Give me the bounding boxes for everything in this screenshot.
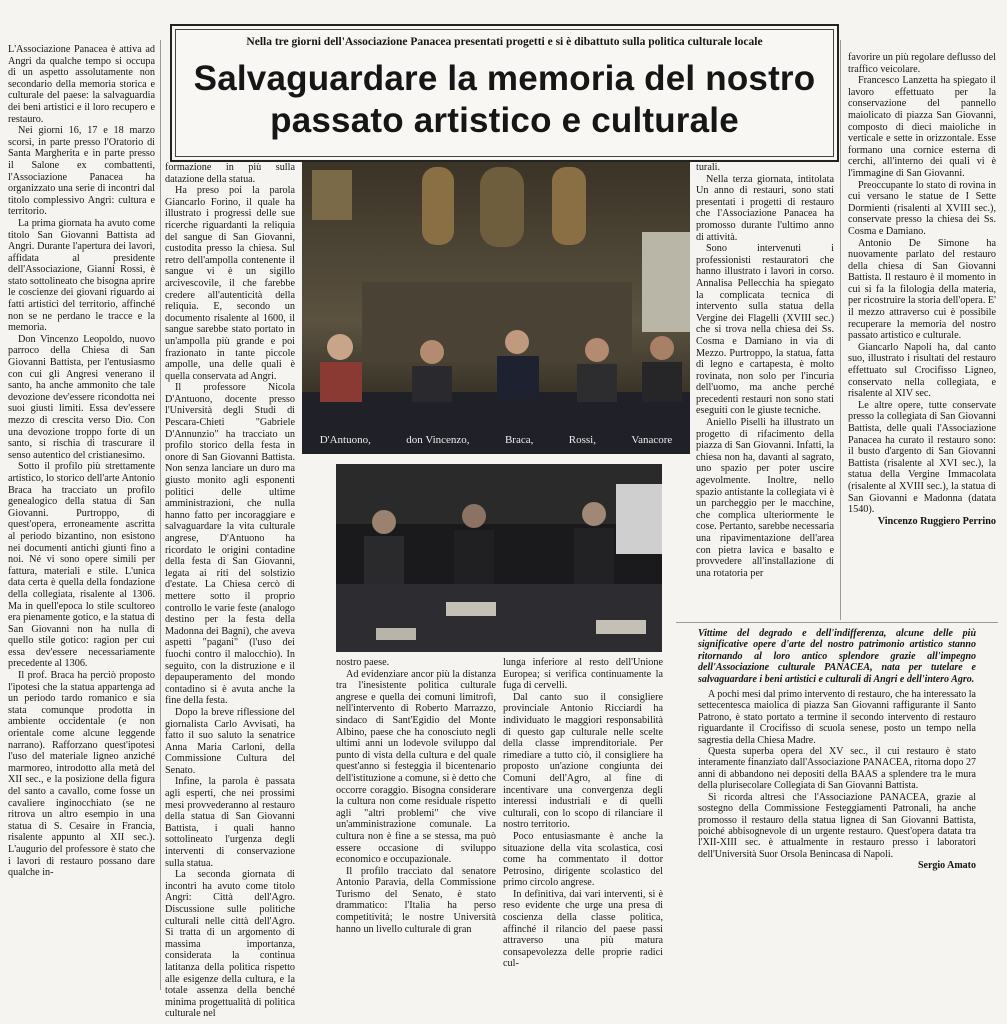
photo-second-panel [336,464,662,652]
col1-paragraph: Sotto il profilo più strettamente artistico, lo storico dell'arte Antonio Braca ha tracciato un profilo genealogico della statua di San Giovanni. Purtroppo, di quest'opera, erroneamente ascritta al periodo bizantino, non esistono nei documenti antichi giunti fino a noi. Né vi sono opere simili per fattura, materiali e stile. L'unica data certa è quella della fondazione della collegiata, risalente al 1306. Ma in quell'epoca lo stile scultoreo era pienamente gotico, e la statua di San Giovanni non ha nulla di quello stile gotico: ragion per cui essa dev'essere necessariamente precedente al 1306. [8,461,155,670]
column-1 [8,44,155,989]
caption-name: D'Antuono, [319,434,371,446]
sidebar-lead: Vittime del degrado e dell'indifferenza, alcune delle più significative opere d'arte del nostro patrimonio artistico stanno ritornando al loro antico splendore grazie all'impegno dell'Associazione culturale PANACEA, nata per tutelare e salvaguardare i beni artistici e culturali di Angri e dell'intero Agro. [698,628,976,685]
headline-title-line1: Salvaguardare la memoria del nostro [193,59,816,98]
column-6 [848,52,996,614]
col6-paragraph: Giancarlo Napoli ha, dal canto suo, illustrato i risultati del restauro effettuato sul Crocifisso Ligneo, conservato nella collegiata, e risalente al XIV sec. [848,341,996,400]
photo-conference-panel [302,162,690,454]
col4-paragraph: Dal canto suo il consigliere provinciale Antonio Ricciardi ha individuato le maggiori responsabilità di questo gap culturale nelle scelte della classe imprenditoriale. Per rimediare a tutto ciò, il consigliere ha proposto un'azione congiunta dei Comuni dell'Agro, al fine di incentivare una convergenza degli interessi industriali e di quelli culturali, con lo scopo di rilanciare il nostro territorio. [503,691,663,831]
caption-name: Vanacore [631,434,673,446]
col4-paragraph: lunga inferiore al resto dell'Unione Europea; si verifica continuamente la fuga di cervelli. [503,657,663,692]
col1-paragraph: La prima giornata ha avuto come titolo San Giovanni Battista ad Angri. Durante l'apertura dei lavori, affidata al presidente dell'Associazione, Gianni Rossi, è stato sottolineato che bisogna aprire le coscienze dei giovani riguardo ai fatti artistici del territorio, affinché non se ne perdano le tracce e la memoria. [8,217,155,334]
headline-kicker: Nella tre giorni dell'Associazione Panacea presentati progetti e si è dibattuto sulla politica culturale locale [246,36,763,48]
column-2 [165,162,295,1020]
col3-paragraph: nostro paese. [336,657,390,668]
sidebar-paragraph: A pochi mesi dal primo intervento di restauro, che ha interessato la settecentesca maiolica di piazza San Giovanni raffigurante il Santo Patrono, è stato portato a termine il secondo intervento di restauro riguardante il Crocifisso di scuola senese, posto un tempo nella sagrestia della Chiesa Madre. [698,689,976,746]
col2-paragraph: Infine, la parola è passata agli esperti, che nei prossimi mesi provvederanno al restauro della statua di San Giovanni Battista, i quali hanno sottolineato l'urgenza degli interventi di conservazione sulla statua. [165,776,295,869]
article-signature: Vincenzo Ruggiero Perrino [877,515,996,527]
col2-paragraph: Dopo la breve riflessione del giornalista Carlo Avvisati, ha fatto il suo saluto la senatrice Anna Maria Carloni, della Commissione Cultura del Senato. [165,706,295,776]
sidebar-signature: Sergio Amato [917,860,976,872]
sidebar-article [684,628,990,1018]
second-photo-image [336,464,662,652]
col6-paragraph: Antonio De Simone ha nuovamente parlato del restauro della chiesa di San Giovanni Battista. Il restauro è il momento in cui si fa la filologia della materia, per ricostruire la storia dell'opera. E' il mezzo attraverso cui è possibile recuperare la memoria del nostro passato artistico e culturale. [848,237,996,342]
headline-box [170,24,839,162]
col4-paragraph: Poco entusiasmante è anche la situazione della vita scolastica, così come ha commentato il dottor Petrosino, dirigente scolastico del primo circolo angrese. [503,830,663,889]
column-5 [696,162,834,612]
col5-paragraph: Nella terza giornata, intitolata Un anno di restauri, sono stati presentati i progetti di restauro che l'Associazione Panacea ha promosso durante l'ultimo anno di attività. [696,173,834,243]
col6-paragraph: Francesco Lanzetta ha spiegato il lavoro effettuato per la conservazione del pannello maiolicato di piazza San Giovanni, composto di dieci maioliche in verticale e sette in orizzontale. Esse formano una cornice esterna di cerchi, all'interno dei quali vi è l'immagine di San Giovanni. [848,75,996,179]
column-rule [840,40,841,620]
column-3 [336,657,496,985]
column-rule [160,40,161,990]
box-rule [676,622,998,623]
col3-paragraph: Ad evidenziare ancor più la distanza tra l'inesistente politica culturale angrese e quella dei comuni limitrofi, nell'intervento di Roberto Marrazzo, sindaco di Sant'Egidio del Monte Albino, paese che ha conosciuto negli ultimi anni un lodevole sviluppo dal punto di vista della cultura e del quale quest'anno si festeggia il bicentenario dell'istituzione a comune, si è detto che occorre coraggio. Bisogna considerare la cultura non come residuale rispetto agli "altri problemi" che vive un'amministrazione comunale. La cultura non è fine a se stessa, ma può essere occasione di sviluppo economico e occupazionale. [336,668,496,866]
photo-caption [302,434,690,446]
col5-paragraph: Aniello Piselli ha illustrato un progetto di rifacimento della piazza di San Giovanni. Infatti, la chiesa non ha, davanti al sagrato, uno spazio per poter uscire agevolmente. Inoltre, nello spazio antistante la collegiata vi è un parcheggio per le macchine, che complica ulteriormente le cose. Pertanto, sarebbe necessaria una ripavimentazione dell'area con pietra lavica e basalto e provvedere all'installazione di una rotatoria per [696,417,834,579]
col1-paragraph: Don Vincenzo Leopoldo, nuovo parroco della Chiesa di San Giovanni Battista, per l'entusiasmo con cui gli Angresi venerano il santo, ha anche ammonito che tale devozione dev'essere ricondotta nei suoi giusti limiti. Essa dev'essere mezzo di crescita verso Dio. Con una devozione troppo forte di un santo, si rischia di trascurare il senso autentico del cristianesimo. [8,333,155,461]
headline-title [172,58,837,142]
col6-paragraph: Le altre opere, tutte conservate presso la collegiata di San Giovanni Battista, delle quali l'Associazione Panacea ha curato il restauro sono: il busto d'argento di San Giovanni Battista (risalente al XVI sec.), la statua della Vergine Immacolata (risalente al XVIII sec.), la statua di San Giovanni e Madonna (datata 1540). [848,399,996,516]
caption-name: don Vincenzo, [406,434,470,446]
headline-title-line2: passato artistico e culturale [270,101,739,140]
column-4 [503,657,663,985]
col6-paragraph: favorire un più regolare deflusso del traffico veicolare. [848,52,996,75]
col2-paragraph: Il professore Nicola D'Antuono, docente presso l'Università degli Studi di Pescara-Chieti "Gabriele D'Annunzio" ha tracciato un profilo storico della festa in onore di San Giovanni Battista. Non senza lanciare un duro ma giusto monito agli esponenti politici delle ultime amministrazioni, che nulla hanno fatto per incoraggiare e salvaguardare la vita culturale angrese, D'Antuono ha ricordato le origini contadine della festa di San Giovanni, legata ai riti del solstizio d'estate. La Chiesa cercò di mettere sotto il proprio controllo le varie feste (analogo destino per la festa della Madonna dei Bagni), che aveva aspetti "pagani" (l'uso dei fuochi contro il malocchio). In seguito, con la distruzione e il depauperamento del mondo contadino si è avuta anche la fine della festa. [165,382,295,707]
col5-paragraph: Sono intervenuti i professionisti restauratori che hanno illustrato i lavori in corso. Annalisa Pellecchia ha spiegato la complicata tecnica di intervento sulla statua della Vergine dei Flagelli (XVIII sec.) che si trova nella chiesa dei Ss. Cosma e Damiano in via di Mezzo. Purtroppo, la statua, fatta di legno e cartapesta, è molto rovinata, non solo per l'incuria dell'uomo, ma anche perché precedenti restauri non sono stati eseguiti con le giuste tecniche. [696,243,834,417]
col6-paragraph: Preoccupante lo stato di rovina in cui versano le statue de I Sette Dormienti (risalenti al XVIII sec.), conservate presso la chiesa dei Ss. Cosma e Damiano. [848,179,996,237]
col4-paragraph: In definitiva, dai vari interventi, si è reso evidente che urge una presa di coscienza della classe politica, affinché il rilancio del paese passi attraverso una più matura consapevolezza delle proprie radici cul- [503,888,663,970]
sidebar-paragraph: Si ricorda altresì che l'Associazione PANACEA, grazie al sostegno della Commissione Festeggiamenti Patronali, ha anche promosso il restauro della statua lignea di San Giovanni Battista, poiché abbisognevole di un urgente restauro. Quest'opera datata tra l'XII-XIII sec. è attualmente in restauro presso i laboratori dell'Università Suor Orsola Benincasa di Napoli. [698,791,976,860]
col5-paragraph: turali. [696,162,721,173]
col3-paragraph: Il profilo tracciato dal senatore Antonio Paravia, della Commissione Turismo del Senato, è stato drammatico: l'Italia ha perso competitività; le nostre Università hanno un livello culturale di gran [336,865,496,935]
caption-name: Braca, [504,434,534,446]
col1-paragraph: Nei giorni 16, 17 e 18 marzo scorsi, in parte presso l'Oratorio di Santa Margherita e in parte presso il Salone ex combattenti, l'Associazione Panacea ha organizzato una serie di incontri dal titolo complessivo Angri: cultura e territorio. [8,125,155,218]
col2-paragraph: formazione in più sulla datazione della statua. [165,162,295,185]
col1-paragraph: Il prof. Braca ha perciò proposto l'ipotesi che la statua appartenga ad un periodo tardo romanico e sia stata comunque prodotta in ambiente occidentale (e non orientale come alcune leggende narrano). Rafforzano quest'ipotesi l'uso del materiale ligneo anziché marmoreo, introdotto alla metà del XII sec., e la posizione della figura del santo a cavallo, come fosse un cavaliere inginocchiato (se ne ritrova un altro esempio in una statua di S. Cesaire in Francia, risalente appunto al XII sec.). L'augurio del professore è stato che i lavori di restauro possano dare qualche in- [8,670,155,879]
col1-paragraph: L'Associazione Panacea è attiva ad Angri da qualche tempo si occupa di un aspetto assolutamente non secondario della memoria storica e culturale del paese: la salvaguardia dei beni artistici e il loro recupero e restauro. [8,44,155,125]
col2-paragraph: La seconda giornata di incontri ha avuto come titolo Angri: Città dell'Agro. Discussione sulle politiche culturali nelle città dell'Agro. Si tratta di un argomento di massima importanza, considerata la continua latitanza della politica rispetto alle esigenze della cultura, e la totale assenza della benché minima progettualità di politica culturale nel [165,869,295,1020]
sidebar-paragraph: Questa superba opera del XV sec., il cui restauro è stato interamente finanziato dall'Associazione PANACEA, ritorna dopo 27 anni di abbandono nei depositi della BAAS a splendere tra le mura della plurisecolare Collegiata di San Giovanni Battista. [698,746,976,792]
conference-photo-image [302,162,690,454]
col2-paragraph: Ha preso poi la parola Giancarlo Forino, il quale ha illustrato i progressi delle sue ricerche riguardanti la reliquia del sangue di San Giovanni, custodita presso la chiesa. Sul retro dell'ampolla contenente il sangue vi è un sigillo arcivescovile, il che farebbe credere all'autenticità della reliquia. E, secondo un documento risalente al 1600, il sangue sarebbe stato portato in un'ampolla più grande e poi frazionato in tante piccole ampolle, una delle quali è quella conservata ad Angri. [165,185,295,382]
caption-name: Rossi, [568,434,596,446]
